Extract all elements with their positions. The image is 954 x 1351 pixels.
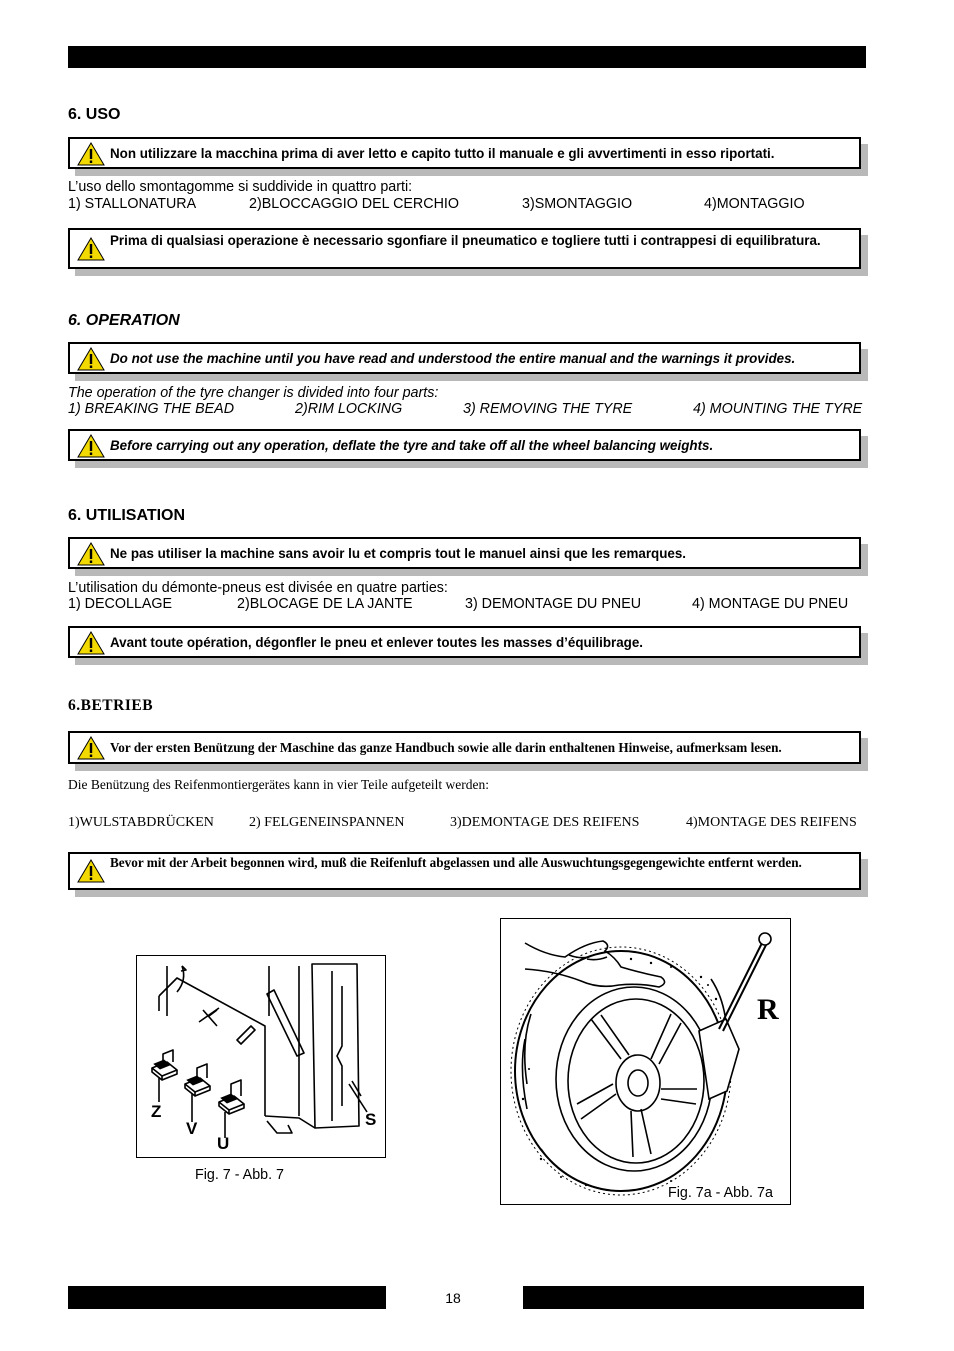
warning-box-fr-2 bbox=[68, 626, 861, 658]
warning-triangle-icon bbox=[76, 433, 106, 459]
section-heading-de: 6.BETRIEB bbox=[68, 697, 154, 714]
section-heading-it: 6. USO bbox=[68, 106, 121, 123]
figure-label-z: Z bbox=[151, 1102, 162, 1121]
intro-text-de: Die Benützung des Reifenmontiergerätes kann in vier Teile aufgeteilt werden: bbox=[68, 777, 490, 792]
part-item: 2)BLOCAGE DE LA JANTE bbox=[237, 596, 413, 612]
warning-text: Ne pas utiliser la machine sans avoir lu et compris tout le manuel ainsi que les remarques. bbox=[110, 546, 687, 561]
part-item: 1)WULSTABDRÜCKEN bbox=[68, 815, 214, 830]
warning-triangle-icon bbox=[76, 735, 106, 761]
tyre-changer-pedals-drawing bbox=[137, 956, 385, 1157]
intro-text-it: L’uso dello smontagomme si suddivide in quattro parti: bbox=[68, 179, 413, 195]
warning-triangle-icon bbox=[76, 630, 106, 656]
warning-triangle-icon bbox=[76, 541, 106, 567]
figure-label-u: U bbox=[217, 1134, 230, 1153]
parts-list-fr bbox=[68, 596, 864, 614]
figure-7a-caption: Fig. 7a - Abb. 7a bbox=[668, 1185, 773, 1201]
warning-triangle-icon bbox=[76, 141, 106, 167]
part-item: 3)DEMONTAGE DES REIFENS bbox=[450, 815, 640, 830]
warning-box-en-2 bbox=[68, 429, 861, 461]
header-bar bbox=[68, 46, 866, 68]
warning-text: Non utilizzare la macchina prima di aver letto e capito tutto il manuale e gli avvertimenti in esso riportati. bbox=[110, 146, 775, 161]
warning-text: Before carrying out any operation, deflate the tyre and take off all the wheel balancing weights. bbox=[110, 438, 714, 453]
part-item: 3) REMOVING THE TYRE bbox=[463, 401, 633, 417]
part-item: 1) STALLONATURA bbox=[68, 196, 197, 212]
tyre-deflation-drawing bbox=[501, 919, 790, 1204]
warning-box-de-2 bbox=[68, 852, 861, 890]
part-item: 2)RIM LOCKING bbox=[295, 401, 403, 417]
warning-triangle-icon bbox=[76, 236, 106, 262]
warning-box-fr-1 bbox=[68, 537, 861, 569]
part-item: 3)SMONTAGGIO bbox=[522, 196, 633, 212]
warning-box-it-2 bbox=[68, 228, 861, 269]
figure-7a bbox=[500, 918, 791, 1205]
warning-box-de-1 bbox=[68, 731, 861, 764]
figure-7 bbox=[136, 955, 386, 1158]
figure-7-caption: Fig. 7 - Abb. 7 bbox=[195, 1167, 285, 1183]
section-heading-en: 6. OPERATION bbox=[68, 312, 180, 329]
parts-list-de bbox=[68, 815, 864, 833]
warning-text: Vor der ersten Benützung der Maschine das ganze Handbuch sowie alle darin enthaltenen Hinweise, aufmerksam lesen. bbox=[110, 740, 782, 755]
footer-bar-right bbox=[523, 1286, 864, 1309]
part-item: 2)BLOCCAGGIO DEL CERCHIO bbox=[249, 196, 459, 212]
figure-label-v: V bbox=[186, 1119, 198, 1138]
section-heading-fr: 6. UTILISATION bbox=[68, 507, 186, 524]
warning-text: Avant toute opération, dégonfler le pneu et enlever toutes les masses d’équilibrage. bbox=[110, 635, 644, 650]
intro-text-fr: L’utilisation du démonte-pneus est divisée en quatre parties: bbox=[68, 580, 448, 596]
parts-list-en bbox=[68, 401, 864, 419]
figure-label-s: S bbox=[365, 1110, 377, 1129]
warning-text: Do not use the machine until you have read and understood the entire manual and the warnings it provides. bbox=[110, 351, 796, 366]
footer-bar-left bbox=[68, 1286, 386, 1309]
warning-text: Bevor mit der Arbeit begonnen wird, muß die Reifenluft abgelassen und alle Auswuchtungsgegengewichte entfernt werden. bbox=[110, 855, 802, 870]
figure-label-r: R bbox=[757, 993, 779, 1026]
intro-text-en: The operation of the tyre changer is divided into four parts: bbox=[68, 385, 439, 401]
part-item: 4)MONTAGE DES REIFENS bbox=[686, 815, 857, 830]
part-item: 1) BREAKING THE BEAD bbox=[68, 401, 235, 417]
warning-triangle-icon bbox=[76, 346, 106, 372]
part-item: 4) MONTAGE DU PNEU bbox=[692, 596, 849, 612]
warning-box-it-1 bbox=[68, 137, 861, 169]
warning-triangle-icon bbox=[76, 858, 106, 884]
part-item: 4) MOUNTING THE TYRE bbox=[693, 401, 863, 417]
part-item: 3) DEMONTAGE DU PNEU bbox=[465, 596, 642, 612]
part-item: 4)MONTAGGIO bbox=[704, 196, 805, 212]
part-item: 2) FELGENEINSPANNEN bbox=[249, 815, 405, 830]
part-item: 1) DECOLLAGE bbox=[68, 596, 173, 612]
warning-box-en-1 bbox=[68, 342, 861, 374]
parts-list-it bbox=[68, 196, 864, 214]
page-number: 18 bbox=[445, 1290, 461, 1306]
warning-text: Prima di qualsiasi operazione è necessario sgonfiare il pneumatico e togliere tutti i contrappesi di equilibratura. bbox=[110, 233, 821, 248]
